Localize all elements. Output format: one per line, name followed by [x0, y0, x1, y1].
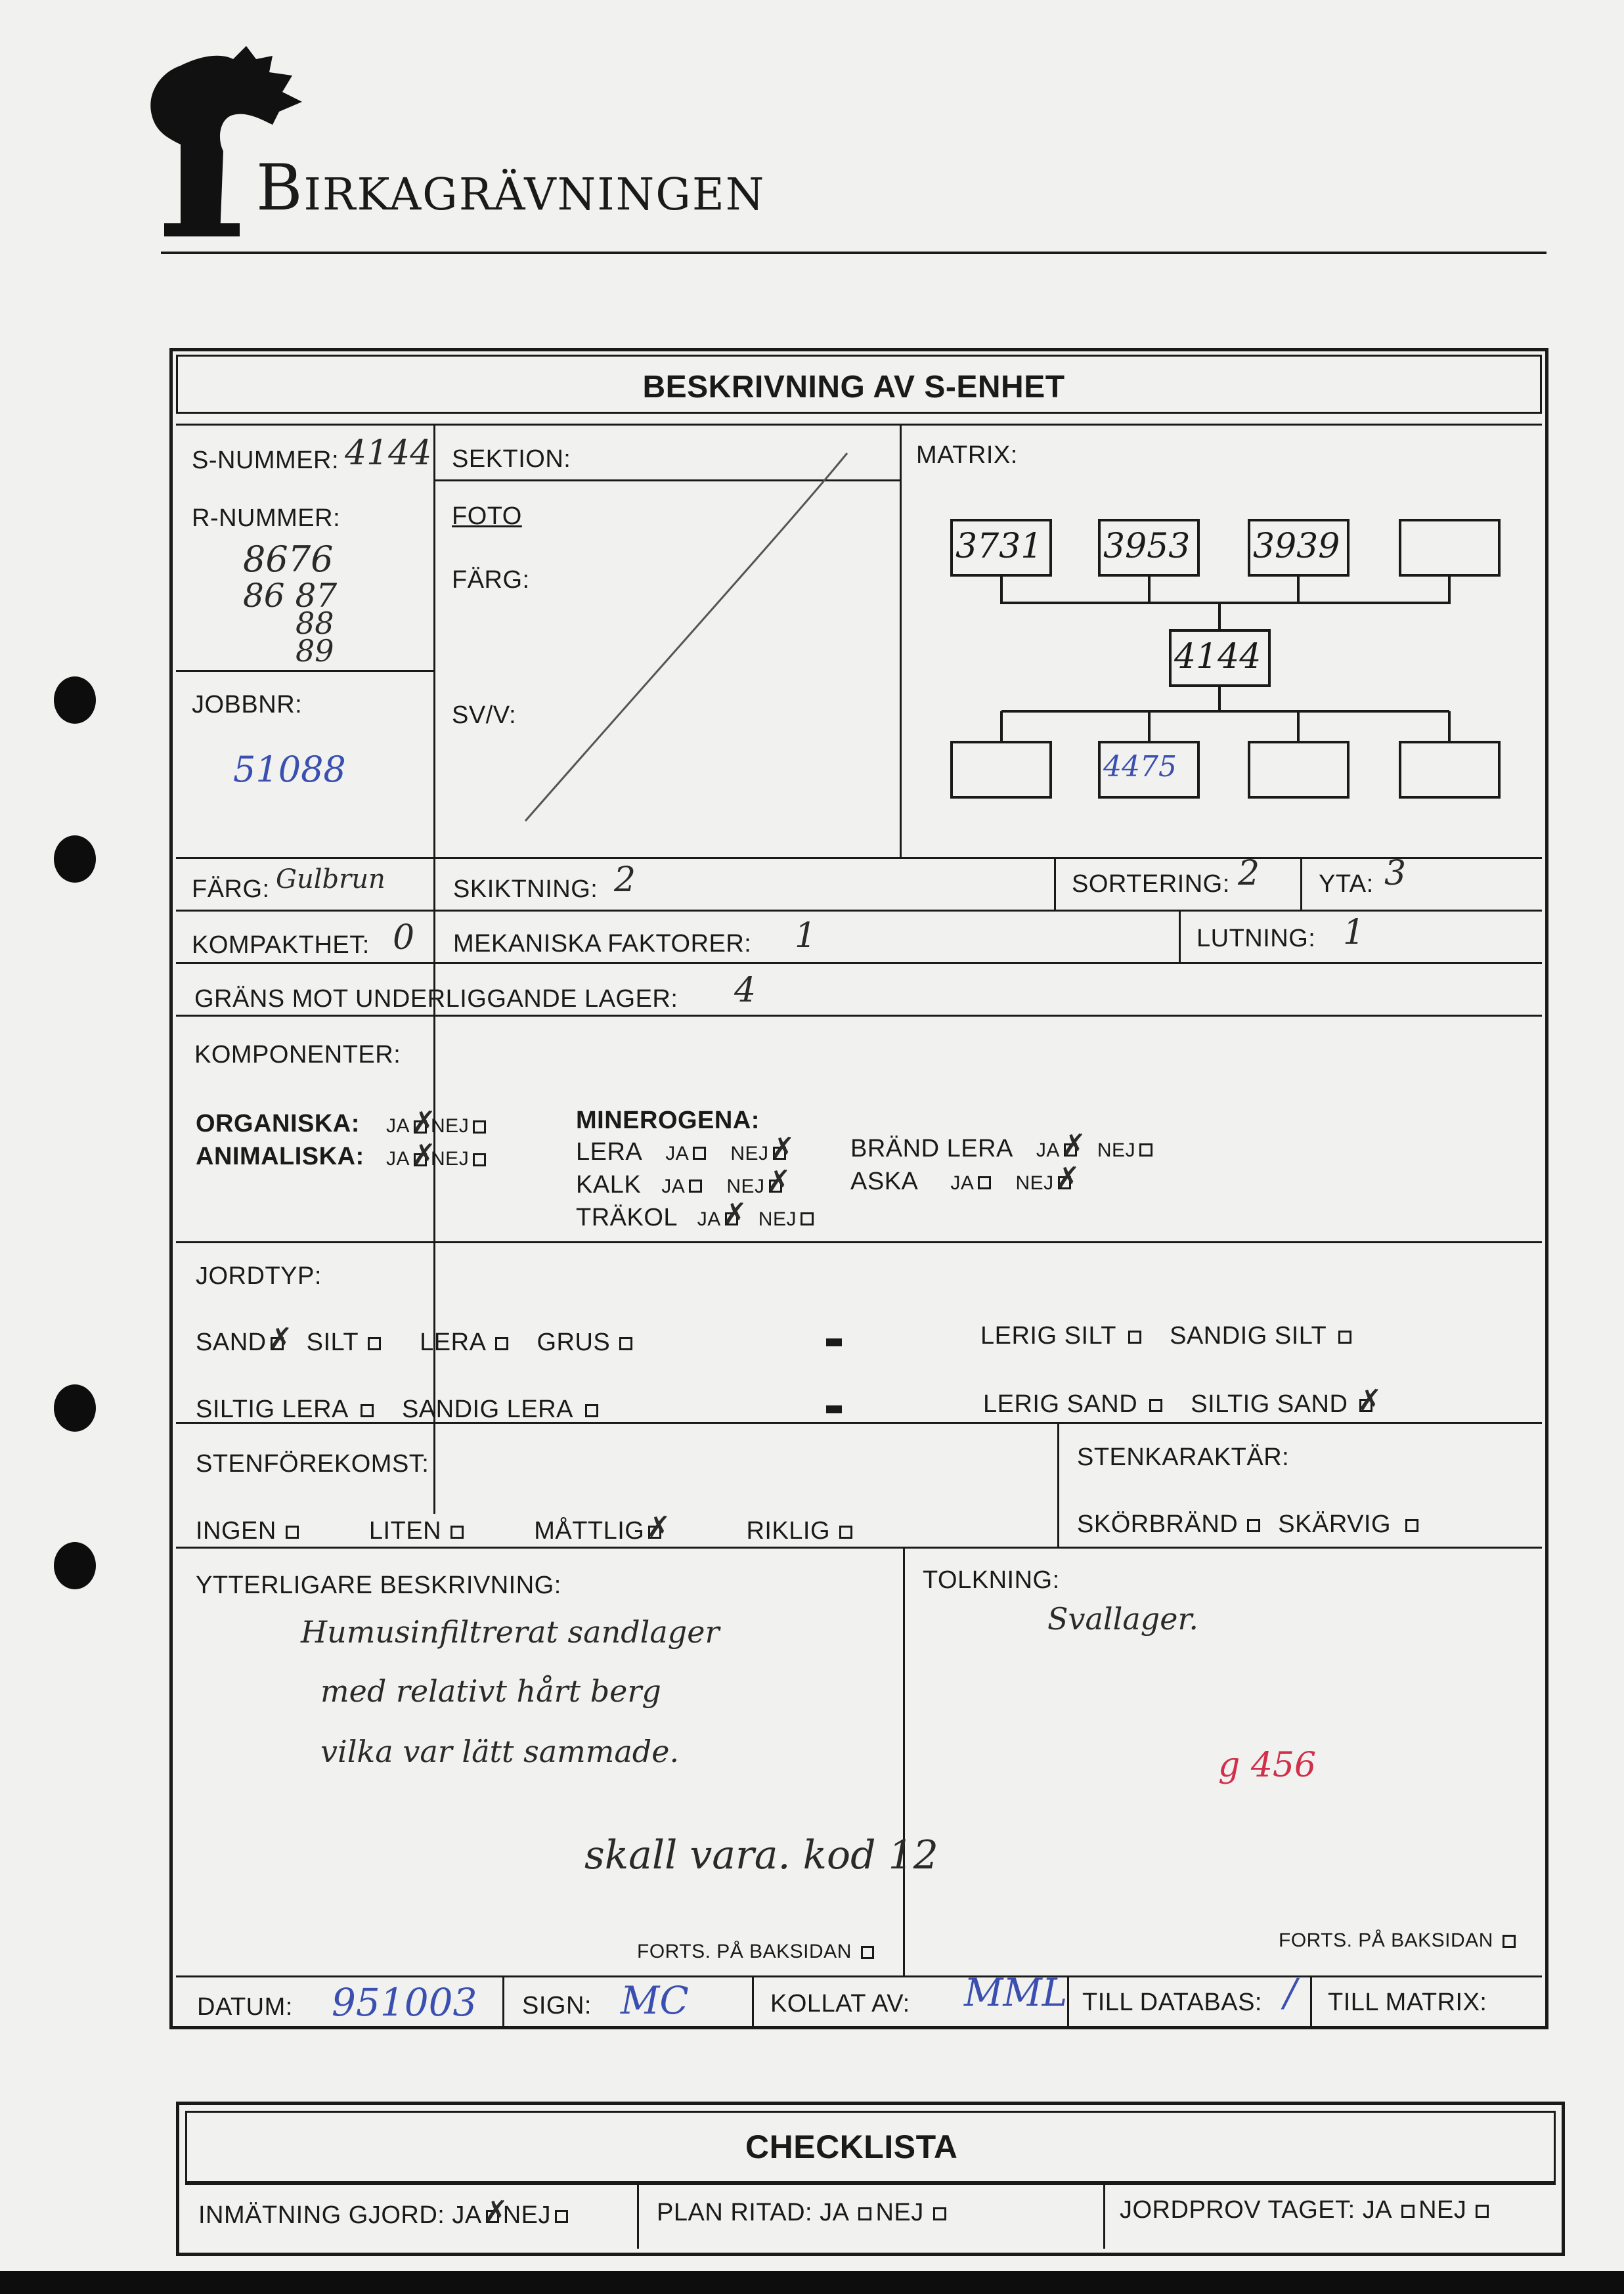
checklista-title: CHECKLISTA — [745, 2129, 958, 2165]
lera-nej-checkbox[interactable] — [773, 1147, 786, 1160]
lera-checkbox[interactable] — [495, 1337, 508, 1350]
trakol-ja-checkbox[interactable] — [725, 1212, 738, 1225]
trakol-nej-checkbox[interactable] — [801, 1212, 814, 1225]
jordtyp-row-2b: LERIG SAND SILTIG SAND✗ — [983, 1390, 1376, 1419]
sortering-value: 2 — [1238, 854, 1260, 893]
divider — [1310, 1975, 1312, 2028]
inmatning-nej-checkbox[interactable] — [555, 2210, 568, 2223]
komponenter-label: KOMPONENTER: — [194, 1041, 401, 1069]
yta-value: 3 — [1384, 854, 1407, 893]
form-title: BESKRIVNING AV S-ENHET — [642, 370, 1065, 405]
foto-farg-label: FÄRG: — [452, 566, 530, 594]
divider — [176, 1015, 1542, 1017]
animaliska-ja-checkbox[interactable] — [414, 1153, 427, 1166]
divider — [1103, 2183, 1105, 2249]
organiska-nej-checkbox[interactable] — [473, 1120, 486, 1134]
divider — [1054, 857, 1056, 910]
kompakthet-label: KOMPAKTHET: — [192, 931, 370, 959]
trakol-row: TRÄKOL JA✗ NEJ — [576, 1204, 818, 1232]
lera-row: LERA JA NEJ✗ — [576, 1138, 790, 1166]
sign-label: SIGN: — [522, 1992, 592, 2019]
lera-ja-checkbox[interactable] — [693, 1147, 706, 1160]
lerig-sand-checkbox[interactable] — [1149, 1399, 1162, 1412]
silt-checkbox[interactable] — [368, 1337, 381, 1350]
aska-nej-checkbox[interactable] — [1058, 1176, 1071, 1189]
organiska-label: ORGANISKA: — [196, 1110, 360, 1137]
matrix-box-below — [1248, 741, 1350, 799]
kompakthet-value: 0 — [393, 918, 415, 958]
kalk-row: KALK JA NEJ✗ — [576, 1171, 786, 1199]
ytterligare-line: med relativt hårt berg — [320, 1673, 661, 1709]
matrix-label: MATRIX: — [916, 441, 1018, 469]
jordtyp-row-1b: LERIG SILT SANDIG SILT — [980, 1322, 1355, 1350]
animaliska-nej-checkbox[interactable] — [473, 1153, 486, 1166]
divider — [903, 1547, 905, 1975]
grans-value: 4 — [734, 971, 757, 1010]
divider — [176, 910, 1542, 912]
r-nummer-value: 8676 — [243, 539, 334, 580]
plan-nej-checkbox[interactable] — [933, 2207, 946, 2220]
datum-value: 951003 — [332, 1980, 477, 2025]
matrix-box-below: 4475 — [1098, 741, 1200, 799]
divider — [176, 424, 1542, 426]
kollat-value: MML — [964, 1970, 1068, 2015]
brand-lera-row: BRÄND LERA JA✗ NEJ — [850, 1135, 1156, 1163]
inmatning-ja-checkbox[interactable] — [486, 2210, 499, 2223]
plan-row: PLAN RITAD: JA NEJ — [657, 2199, 950, 2227]
kalk-ja-checkbox[interactable] — [689, 1180, 702, 1193]
grus-checkbox[interactable] — [619, 1337, 632, 1350]
skiktning-value: 2 — [614, 860, 636, 900]
plan-ja-checkbox[interactable] — [858, 2207, 871, 2220]
divider — [176, 1975, 1542, 1977]
minerogena-label: MINEROGENA: — [576, 1107, 760, 1134]
sign-value: MC — [621, 1978, 689, 2023]
animaliska-options: JA✗ NEJ — [386, 1148, 490, 1170]
tolkning-forts-checkbox[interactable] — [1503, 1935, 1516, 1948]
stenforekomst-label: STENFÖREKOMST: — [196, 1450, 429, 1478]
jordprov-nej-checkbox[interactable] — [1476, 2205, 1489, 2218]
tolkning-red-note: g 456 — [1218, 1746, 1317, 1785]
farg-label: FÄRG: — [192, 875, 270, 903]
organiska-options: JA✗ NEJ — [386, 1115, 490, 1137]
s-nummer-value: 4144 — [345, 433, 432, 473]
matrix-box-above: 3939 — [1248, 519, 1350, 577]
organiska-ja-checkbox[interactable] — [414, 1120, 427, 1134]
animaliska-label: ANIMALISKA: — [196, 1143, 364, 1170]
strike-line — [512, 447, 854, 827]
kollat-label: KOLLAT AV: — [770, 1990, 910, 2018]
ytterligare-line: vilka var lätt sammade. — [320, 1734, 680, 1769]
scan-bottom-edge — [0, 2271, 1624, 2294]
grans-label: GRÄNS MOT UNDERLIGGANDE LAGER: — [194, 985, 678, 1013]
punch-hole — [54, 1542, 96, 1589]
tolkning-value: Svallager. — [1047, 1601, 1198, 1637]
till-databas-value: / — [1284, 1970, 1297, 2015]
ytterligare-forts-checkbox[interactable] — [861, 1946, 874, 1959]
r-nummer-value: 86 87 — [243, 577, 338, 615]
jobbnr-label: JOBBNR: — [192, 691, 303, 718]
aska-row: ASKA JA NEJ✗ — [850, 1168, 1075, 1196]
divider — [1057, 1422, 1059, 1547]
dash-marker — [826, 1405, 842, 1413]
divider — [176, 1547, 1542, 1549]
punch-hole — [54, 1384, 96, 1432]
yta-label: YTA: — [1319, 870, 1374, 898]
sandig-lera-checkbox[interactable] — [585, 1404, 598, 1417]
jordtyp-row-2: SILTIG LERA SANDIG LERA — [196, 1396, 602, 1424]
matrix-box-above: 3731 — [950, 519, 1052, 577]
foto-label: FOTO — [452, 502, 522, 530]
brand-lera-ja-checkbox[interactable] — [1064, 1143, 1077, 1157]
divider — [1300, 857, 1302, 910]
divider — [752, 1975, 754, 2028]
divider — [176, 670, 433, 672]
sortering-label: SORTERING: — [1072, 870, 1230, 898]
mekaniska-label: MEKANISKA FAKTORER: — [453, 930, 752, 958]
tolkning-forts: FORTS. PÅ BAKSIDAN — [1279, 1930, 1520, 1952]
s-nummer-label: S-NUMMER: — [192, 447, 340, 474]
punch-hole — [54, 676, 96, 724]
aska-ja-checkbox[interactable] — [978, 1176, 991, 1189]
ytterligare-label: YTTERLIGARE BESKRIVNING: — [196, 1572, 561, 1599]
jordtyp-row-1: SAND✗ SILT LERA GRUS — [196, 1329, 636, 1357]
org-name: Birkagrävningen — [256, 151, 766, 225]
mekaniska-value: 1 — [795, 916, 817, 956]
ytterligare-forts: FORTS. PÅ BAKSIDAN — [637, 1941, 878, 1963]
matrix-box-below — [1399, 741, 1501, 799]
skorbrand-checkbox[interactable] — [1247, 1519, 1260, 1532]
stenkaraktar-label: STENKARAKTÄR: — [1077, 1444, 1290, 1471]
sandig-silt-checkbox[interactable] — [1338, 1331, 1351, 1344]
lutning-value: 1 — [1343, 913, 1365, 952]
ytterligare-line: Humusinfiltrerat sandlager — [301, 1614, 720, 1650]
r-nummer-value: 88 — [296, 606, 334, 641]
divider — [176, 962, 1542, 964]
matrix-box-below — [950, 741, 1052, 799]
tolkning-label: TOLKNING: — [923, 1566, 1060, 1594]
ytterligare-note: skall vara. kod 12 — [584, 1832, 938, 1878]
sektion-label: SEKTION: — [452, 445, 571, 473]
skarvig-checkbox[interactable] — [1405, 1519, 1418, 1532]
lerig-silt-checkbox[interactable] — [1128, 1331, 1141, 1344]
jobbnr-value: 51088 — [233, 749, 346, 790]
jordtyp-label: JORDTYP: — [196, 1262, 322, 1290]
punch-hole — [54, 835, 96, 883]
divider — [1179, 910, 1181, 962]
jordprov-row: JORDPROV TAGET: JA NEJ — [1120, 2196, 1493, 2224]
divider — [502, 1975, 504, 2028]
skiktning-label: SKIKTNING: — [453, 875, 598, 903]
matrix-box-above — [1399, 519, 1501, 577]
siltig-sand-checkbox[interactable] — [1359, 1399, 1372, 1412]
stenkaraktar-options: SKÖRBRÄND SKÄRVIG — [1077, 1511, 1422, 1539]
datum-label: DATUM: — [197, 1993, 293, 2021]
divider — [637, 2183, 639, 2249]
ingen-checkbox[interactable] — [286, 1526, 299, 1539]
sten-options: INGEN LITEN MÅTTLIG✗ RIKLIG — [196, 1517, 856, 1545]
divider — [176, 1241, 1542, 1243]
mattlig-checkbox[interactable] — [648, 1526, 661, 1539]
kalk-nej-checkbox[interactable] — [769, 1180, 782, 1193]
inmatning-row: INMÄTNING GJORD: JA✗ NEJ — [198, 2201, 572, 2230]
till-matrix-label: TILL MATRIX: — [1328, 1989, 1487, 2016]
riklig-checkbox[interactable] — [839, 1526, 852, 1539]
farg-value: Gulbrun — [276, 864, 385, 894]
matrix-box-above: 3953 — [1098, 519, 1200, 577]
siltig-lera-checkbox[interactable] — [361, 1404, 374, 1417]
r-nummer-label: R-NUMMER: — [192, 504, 341, 532]
header-rule — [161, 252, 1547, 254]
svv-label: SV/V: — [452, 701, 517, 729]
brand-lera-nej-checkbox[interactable] — [1139, 1143, 1152, 1157]
sand-checkbox[interactable] — [271, 1337, 284, 1350]
divider — [185, 2183, 1556, 2185]
till-databas-label: TILL DATABAS: — [1082, 1989, 1262, 2016]
dash-marker — [826, 1338, 842, 1346]
r-nummer-value: 89 — [296, 633, 334, 669]
divider — [1067, 1975, 1069, 2028]
lutning-label: LUTNING: — [1196, 925, 1316, 952]
jordprov-ja-checkbox[interactable] — [1401, 2205, 1415, 2218]
liten-checkbox[interactable] — [450, 1526, 464, 1539]
divider — [176, 857, 1542, 859]
matrix-box-center: 4144 — [1169, 629, 1271, 687]
divider — [900, 424, 902, 858]
